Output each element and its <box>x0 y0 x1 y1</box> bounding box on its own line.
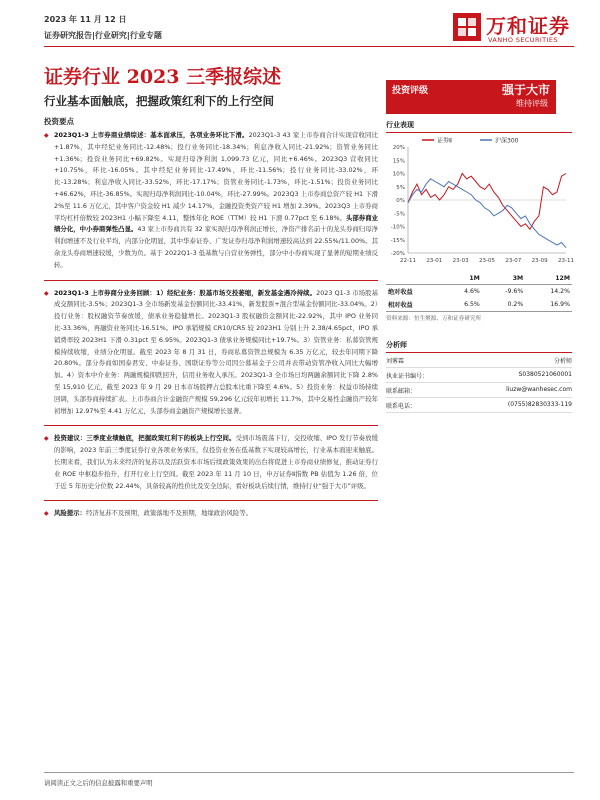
y-tick-label: 15% <box>392 158 405 165</box>
report-category: 证券研究报告|行业研究|行业专题 <box>44 31 162 40</box>
perf-source: 资料来源：恒生聚源、万和证券研究所 <box>386 316 482 322</box>
y-tick-label: -10% <box>390 224 405 231</box>
para-text: 经济复苏不及预期，政策落地不及预期，地缘政治风险等。 <box>85 509 253 518</box>
perf-table <box>386 273 572 312</box>
perf-th: 3M <box>482 273 525 285</box>
analyst-row <box>386 368 572 383</box>
bullet-triangle-icon: ◆ <box>44 289 49 297</box>
paragraph-risk <box>44 508 378 520</box>
logo-text-cn: 万和证券 <box>486 14 570 38</box>
legend-label: 沪深300 <box>495 137 519 145</box>
perf-chart <box>386 133 572 269</box>
perf-chart-svg <box>386 133 572 269</box>
analyst-val: 分析师 <box>553 357 572 365</box>
section-divider <box>44 280 378 281</box>
perf-cell: 4.6% <box>464 288 480 295</box>
perf-cell: 绝对收益 <box>388 289 413 296</box>
report-date: 2023 年 11 月 12 日 <box>44 15 127 24</box>
para-lead-2: 头部券商业绩分化，中小券商弹性凸显。 <box>54 213 379 234</box>
sidebar <box>386 120 572 413</box>
report-title: 证券行业 2023 三季报综述 <box>44 66 282 88</box>
analyst-val: S0380521060001 <box>518 370 572 378</box>
footer-divider <box>44 772 574 773</box>
y-tick-label: -5% <box>394 211 405 218</box>
series-line <box>408 179 566 248</box>
perf-cell: -9.6% <box>505 288 524 295</box>
perf-th <box>386 273 443 285</box>
key-points-label: 投资要点 <box>44 117 74 126</box>
table-row <box>386 298 572 312</box>
perf-title: 行业表现 <box>386 120 572 133</box>
para-text: 2023 Q1-3 市场股基成交额同比-3.5%；2023Q1-3 全市场新发基金份额同比-33.41%，新发股票+混合型基金份额同比-33.04%。2）投行业务：股权融资节奏放缓，债承业务稳健增长。2023Q1-3 股权融资金额同比-22.92%，其中 IPO 业务同比-33.36%，再融资业务同比-16.51%。IPO 承销规模 CR10/CR5 较 2023H1 分别上升 2.38/4.65pct，IPO 承销费率较 2023H1 下滑 0.31pct 至 6.95%。2023Q1-3 债承业务规模同比+19.7%。3）资管业务：私募资管规模持续收缩，业绩分化明显。截至 2023 年 8 月 31 日，券商私募资管总规模为 6.35 万亿元，较去年同期下降 20.80%。部分券商如国泰君安、中泰证券、国联证券等公司因公募基金子公司并表带动资管净收入同比大幅增加。4）资本中介业务：两融规模抑跌回升，信用业务收入承压。2023Q1-3 全市场日均两融余额同比下降 2.8%至 15,910 亿元，截至 2023 年 9 月 29 日本市场股押占总股本比重下降至 4.6%。5）投资业务：权益市场持续回调，头部券商持续扩表。上市券商合计金融资产规模 59,296 亿元较年初增长 11.7%，其中交易性金融资产较年初增加 12.97%至 4.41 万亿元，头部券商金融资产规模增长显著。 <box>54 288 379 415</box>
y-tick-label: 10% <box>392 171 405 178</box>
x-tick-label: 23-05 <box>479 258 495 264</box>
para-text: 2023Q1-3 43 家上市券商合计实现营收同比+1.87%，其中经纪业务同比-12.48%；投行业务同比-18.34%；利息净收入同比-21.92%；资管业务同比+1.36%；投资业务同比+69.82%。实现归母净利润 1,099.73 亿元，同比+6.46%。2023Q3 营收同比+10.75%，环比-16.05%。其中经纪业务同比-17.49%，环比-11.56%；投行业务同比-33.02%，环比-13.28%；利息净收入同比-33.52%，环比-17.17%；资管业务同比-1.73%，环比-1.51%；投资业务同比+46.62%，环比-36.85%。实现归母净利润同比-10.04%，环比-27.99%。2023Q3 上市券商总资产较 H1 下滑 2%至 11.6 万亿元，其中客户资金较 H1 减少 14.17%，金融投资类资产较 H1 增加 2.39%。2023Q3 上市券商平均杠杆倍数较 2023H1 小幅下降至 4.11，整体年化 ROE（TTM）较 H1 下滑 0.77pct 至 6.18%。 <box>54 131 378 222</box>
report-subtitle: 行业基本面触底，把握政策红利下的上行空间 <box>44 94 274 108</box>
section-divider <box>44 425 378 426</box>
y-tick-label: 0% <box>396 198 405 204</box>
footer-disclaimer: 请阅读正文之后的信息披露和重要声明 <box>44 779 153 787</box>
logo-text-en: VANHO SECURITIES <box>488 36 558 44</box>
y-tick-label: 20% <box>392 145 405 151</box>
x-tick-label: 23-03 <box>452 258 469 264</box>
perf-cell: 16.9% <box>525 298 572 312</box>
perf-cell: 0.2% <box>482 298 525 312</box>
analyst-row <box>386 398 572 413</box>
analyst-block <box>386 340 572 413</box>
perf-cell: 6.5% <box>443 298 482 312</box>
paragraph-advice <box>44 433 378 492</box>
para-lead: 2023Q1-3 上市券商业绩综述：基本面承压，各项业务环比下滑。 <box>54 131 249 139</box>
section-divider <box>44 500 378 501</box>
x-tick-label: 23-11 <box>558 258 574 264</box>
table-row <box>386 285 572 299</box>
y-tick-label: -20% <box>390 251 405 257</box>
rating-box <box>386 80 556 114</box>
y-tick-label: 5% <box>396 184 405 191</box>
perf-cell: 相对收益 <box>386 298 443 312</box>
x-tick-label: 23-07 <box>505 258 522 264</box>
x-tick-label: 23-01 <box>426 258 443 264</box>
analyst-val: (0755)82830333-119 <box>507 400 572 408</box>
paragraph-business <box>44 288 378 418</box>
bullet-triangle-icon: ◆ <box>44 510 49 518</box>
paragraph-summary <box>44 130 378 272</box>
para-lead: 风险提示： <box>54 509 86 518</box>
perf-th: 12M <box>525 273 572 285</box>
para-text-2: 43 家上市券商共有 32 家实现归母净利润正增长，净资产排名前十的龙头券商归母净利润增速不及行业平均，内部分化明显，其中华泰证券、广发证券归母净利润增速较高达到 22.55%/11.00%。其余龙头券商增速较缓，少数为负。基于 2022Q1-3 低基数与自营业务弹性，部分中小券商实现了显著的短期业绩反转。 <box>54 225 379 269</box>
rating-sub: 维持评级 <box>516 99 548 108</box>
header-divider <box>44 46 574 47</box>
bullet-triangle-icon: ◆ <box>44 435 49 443</box>
analyst-key: 刘雾霖 <box>386 357 405 365</box>
analyst-row <box>386 353 572 368</box>
bullet-triangle-icon: ◆ <box>44 132 49 139</box>
logo-mark-icon <box>452 12 482 42</box>
x-tick-label: 22-11 <box>400 258 416 264</box>
legend-label: 证券Ⅱ <box>437 137 452 145</box>
perf-th: 1M <box>443 273 482 285</box>
rating-label: 投资评级 <box>392 86 429 96</box>
para-text: 受到市场震荡下行，交投收缩、IPO 发行节奏放缓的影响，2023 年前三季度证券行业各项业务承压，仅投资业务在低基数下实现较高增长，行业基本面迎来触底。长期来看，我们认为未来经济的复苏以及活跃资本市场后续政策效果的出台将促进上市券商业绩修复，推动证券行业 ROE 中枢稳步抬升，打开行业上行空间。截至 2023 年 11 月 10 日，申万证券Ⅱ指数 PB 估值为 1.26 倍，位于近 5 年历史分位数 22.44%，具备较高的性价比及安全边际，看好板块后续行情，维持行业“强于大市”评级。 <box>54 434 378 490</box>
x-tick-label: 23-09 <box>531 258 548 264</box>
para-lead: 2023Q1-3 上市券商分业务回顾：1）经纪业务：股基市场交投萎缩，新发基金遇冷持续。 <box>54 288 317 297</box>
perf-cell: 14.2% <box>550 288 570 295</box>
analyst-key: 联系电话： <box>386 402 417 410</box>
perf-table-head <box>386 273 572 285</box>
body-column <box>44 130 378 528</box>
analyst-email[interactable]: liuzw@wanhesec.com <box>506 385 572 393</box>
y-tick-label: -15% <box>390 237 405 244</box>
analyst-key: 联系邮箱： <box>386 387 417 395</box>
series-line <box>408 174 566 230</box>
analyst-key: 执业证书编号： <box>386 372 429 380</box>
analyst-title: 分析师 <box>386 340 572 353</box>
para-lead: 投资建议：三季度业绩触底，把握政策红利下的板块上行空间。 <box>54 434 236 443</box>
rating-value: 强于大市 <box>501 83 550 97</box>
analyst-row <box>386 383 572 398</box>
